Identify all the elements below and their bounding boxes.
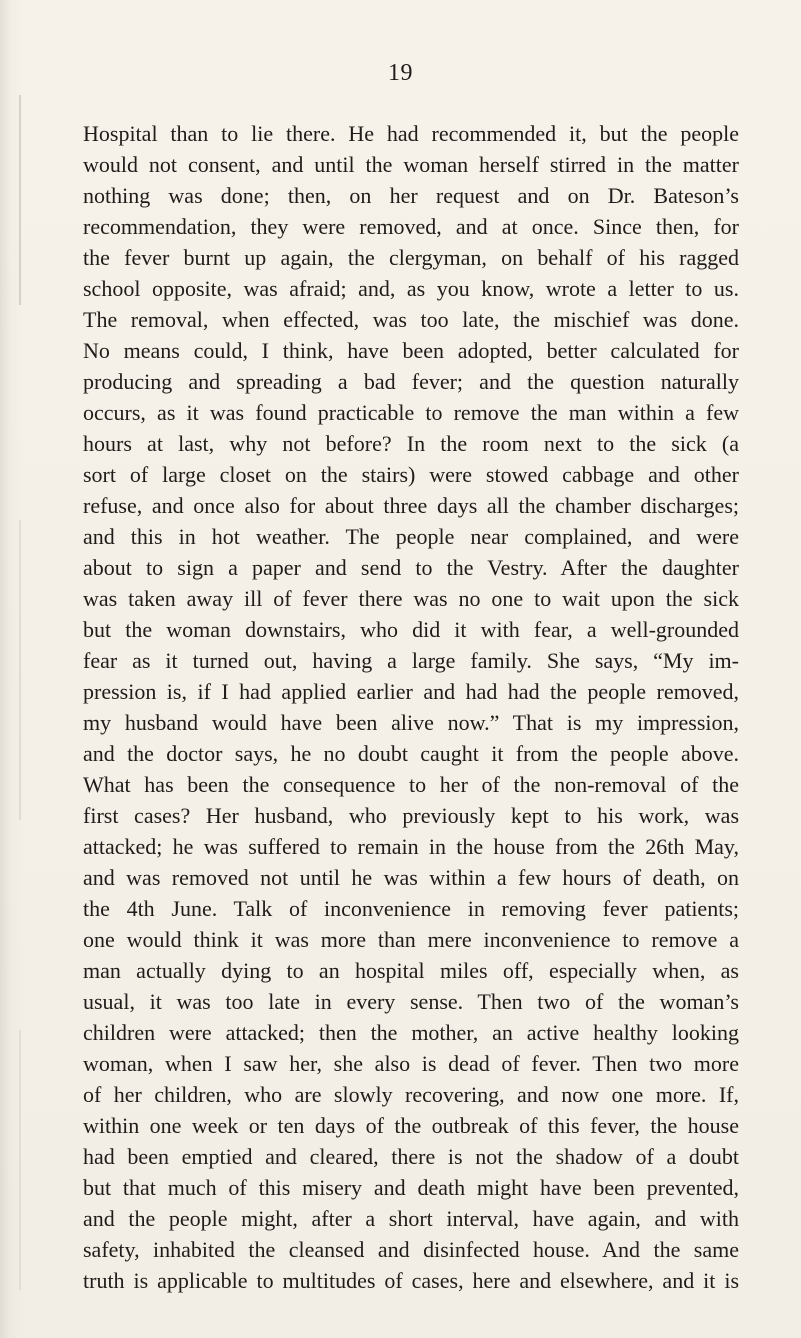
text-line: hours at last, why not before? In the room next to the sick (a (83, 431, 739, 456)
text-line: What has been the consequence to her of the non-removal of the (83, 772, 739, 797)
text-line: my husband would have been alive now.” That is my impression, (83, 710, 739, 735)
text-line: and the doctor says, he no doubt caught it from the people above. (83, 741, 739, 766)
text-line: truth is applicable to multitudes of cases, here and elsewhere, and it is (83, 1268, 739, 1293)
text-line: first cases? Her husband, who previously kept to his work, was (83, 803, 739, 828)
text-line: refuse, and once also for about three days all the chamber discharges; (83, 493, 739, 518)
text-line: and the people might, after a short interval, have again, and with (83, 1206, 739, 1231)
text-line: would not consent, and until the woman herself stirred in the matter (83, 152, 739, 177)
text-line: about to sign a paper and send to the Vestry. After the daughter (83, 555, 739, 580)
page-edge-shadow (19, 95, 21, 305)
page-number: 19 (388, 60, 413, 86)
text-line: but that much of this misery and death might have been prevented, (83, 1175, 739, 1200)
text-line: safety, inhabited the cleansed and disinfected house. And the same (83, 1237, 739, 1262)
text-line: Hospital than to lie there. He had recommended it, but the people (83, 121, 739, 146)
text-line: sort of large closet on the stairs) were stowed cabbage and other (83, 462, 739, 487)
text-line: was taken away ill of fever there was no one to wait upon the sick (83, 586, 739, 611)
text-line: The removal, when effected, was too late, the mischief was done. (83, 307, 739, 332)
text-line: and this in hot weather. The people near complained, and were (83, 524, 739, 549)
text-line: school opposite, was afraid; and, as you know, wrote a letter to us. (83, 276, 739, 301)
text-line: woman, when I saw her, she also is dead of fever. Then two more (83, 1051, 739, 1076)
text-line: the 4th June. Talk of inconvenience in removing fever patients; (83, 896, 739, 921)
text-line: fear as it turned out, having a large family. She says, “My im- (83, 648, 739, 673)
text-line: man actually dying to an hospital miles off, especially when, as (83, 958, 739, 983)
text-line: recommendation, they were removed, and at once. Since then, for (83, 214, 739, 239)
text-line: and was removed not until he was within a few hours of death, on (83, 865, 739, 890)
text-line: nothing was done; then, on her request and on Dr. Bateson’s (83, 183, 739, 208)
text-line: one would think it was more than mere inconvenience to remove a (83, 927, 739, 952)
text-line: children were attacked; then the mother, an active healthy looking (83, 1020, 739, 1045)
text-line: No means could, I think, have been adopted, better calculated for (83, 338, 739, 363)
text-line: usual, it was too late in every sense. Then two of the woman’s (83, 989, 739, 1014)
text-line: but the woman downstairs, who did it with fear, a well-grounded (83, 617, 739, 642)
text-line: occurs, as it was found practicable to remove the man within a few (83, 400, 739, 425)
text-line: the fever burnt up again, the clergyman, on behalf of his ragged (83, 245, 739, 270)
text-line: of her children, who are slowly recovering, and now one more. If, (83, 1082, 739, 1107)
text-line: pression is, if I had applied earlier and had had the people removed, (83, 679, 739, 704)
text-line: attacked; he was suffered to remain in the house from the 26th May, (83, 834, 739, 859)
text-line: within one week or ten days of the outbreak of this fever, the house (83, 1113, 739, 1138)
body-text (83, 118, 739, 1296)
page-edge-shadow (19, 520, 21, 820)
text-line: had been emptied and cleared, there is not the shadow of a doubt (83, 1144, 739, 1169)
text-line: producing and spreading a bad fever; and the question naturally (83, 369, 739, 394)
page-edge-shadow (19, 1030, 21, 1290)
